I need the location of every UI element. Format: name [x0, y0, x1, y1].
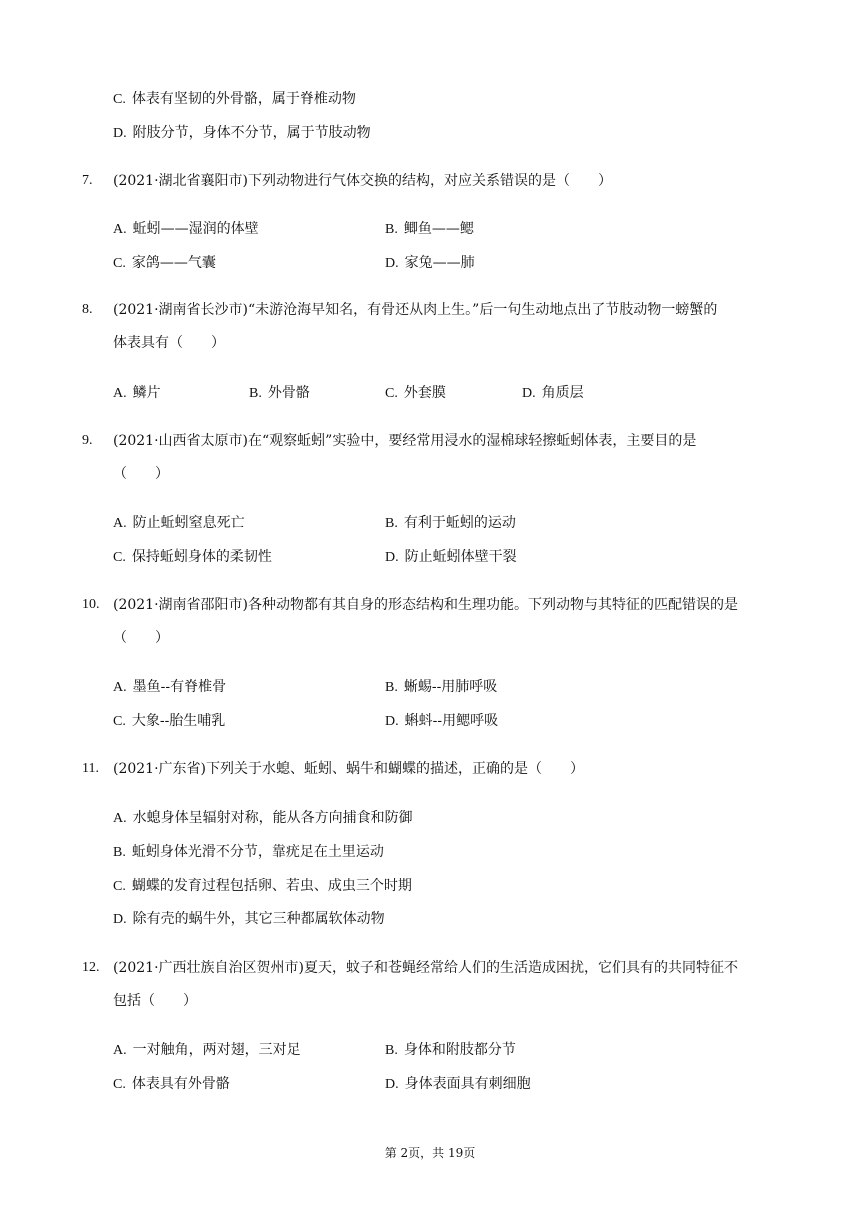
option-label: D. — [385, 714, 399, 729]
option-text: 防止蚯蚓体壁干裂 — [404, 549, 517, 565]
option-label: B. — [385, 516, 398, 531]
question-number: 11. — [82, 761, 99, 776]
option-c — [113, 711, 225, 732]
option-a — [113, 808, 413, 829]
option-text: 身体和附肢都分节 — [403, 1042, 516, 1058]
option-text: 墨鱼--有脊椎骨 — [132, 679, 227, 695]
option-label: B. — [249, 386, 262, 401]
option-label: A. — [113, 222, 127, 237]
option-text: 蝌蚪--用鳃呼吸 — [404, 713, 499, 729]
option-text: 体表有坚韧的外骨骼，属于脊椎动物 — [131, 91, 356, 107]
option-text: 蜥蜴--用肺呼吸 — [403, 679, 498, 695]
option-text: 外骨骼 — [267, 385, 310, 401]
option-b — [385, 677, 497, 698]
option-label: A. — [113, 386, 127, 401]
question-stem: (2021·湖南省长沙市)“未游沧海早知名，有骨还从肉上生。”后一句生动地点出了节肢动物一螃蟹的 — [113, 302, 718, 318]
option-text: 保持蚯蚓身体的柔韧性 — [131, 549, 272, 565]
option-text: 有利于蚯蚓的运动 — [403, 515, 516, 531]
option-label: C. — [113, 714, 126, 729]
question-stem: (2021·山西省太原市)在“观察蚯蚓”实验中，要经常用浸水的湿棉球轻擦蚯蚓体表，主要目的是 — [113, 433, 697, 449]
option-d — [385, 547, 517, 568]
option-label: C. — [113, 550, 126, 565]
option-label: D. — [113, 912, 127, 927]
option-text: 家鸽——气囊 — [131, 255, 216, 271]
option-label: B. — [385, 222, 398, 237]
question-number: 9. — [82, 433, 93, 448]
option-text: 除有壳的蜗牛外，其它三种都属软体动物 — [132, 911, 385, 927]
option-label: C. — [385, 386, 398, 401]
option-label: D. — [113, 126, 127, 141]
option-text: 蝴蝶的发育过程包括卵、若虫、成虫三个时期 — [131, 878, 412, 894]
question-stem-cont: 包括（ ） — [113, 993, 197, 1009]
option-text: 蚯蚓——湿润的体壁 — [132, 221, 259, 237]
option-text: 一对触角，两对翅，三对足 — [132, 1042, 301, 1058]
option-text: 身体表面具有刺细胞 — [404, 1076, 531, 1092]
page-number-footer: 第 2页，共 19页 — [384, 1146, 476, 1160]
question-stem: (2021·广东省)下列关于水螅、蚯蚓、蜗牛和蝴蝶的描述，正确的是（ ） — [113, 761, 585, 777]
question-stem-cont: （ ） — [113, 630, 169, 646]
option-label: C. — [113, 256, 126, 271]
option-label: B. — [113, 845, 126, 860]
option-d — [522, 383, 584, 404]
question-stem-cont: （ ） — [113, 466, 169, 482]
question-number: 7. — [82, 173, 93, 188]
option-c — [113, 253, 216, 274]
option-b — [113, 842, 384, 863]
option-text: 防止蚯蚓窒息死亡 — [132, 515, 245, 531]
option-label: D. — [385, 1077, 399, 1092]
option-b — [385, 219, 474, 240]
option-c — [113, 1074, 230, 1095]
carry-option-c — [113, 89, 356, 110]
question-stem: (2021·湖南省邵阳市)各种动物都有其自身的形态结构和生理功能。下列动物与其特征的匹配错误的是 — [113, 597, 739, 613]
question-number: 8. — [82, 302, 93, 317]
option-label: A. — [113, 811, 127, 826]
question-stem: (2021·广西壮族自治区贺州市)夏天，蚊子和苍蝇经常给人们的生活造成困扰，它们具有的共同特征不 — [113, 960, 739, 976]
option-b — [249, 383, 310, 404]
option-text: 体表具有外骨骼 — [131, 1076, 230, 1092]
option-label: D. — [385, 550, 399, 565]
option-label: D. — [385, 256, 399, 271]
option-a — [113, 219, 259, 240]
option-label: C. — [113, 92, 126, 107]
carry-option-d — [113, 123, 371, 144]
option-d — [113, 909, 385, 930]
option-text: 大象--胎生哺乳 — [131, 713, 226, 729]
option-label: A. — [113, 1043, 127, 1058]
option-b — [385, 1040, 516, 1061]
option-a — [113, 513, 245, 534]
option-label: B. — [385, 680, 398, 695]
option-c — [385, 383, 446, 404]
question-stem: (2021·湖北省襄阳市)下列动物进行气体交换的结构，对应关系错误的是（ ） — [113, 173, 613, 189]
option-text: 外套膜 — [403, 385, 446, 401]
option-text: 鲫鱼——鳃 — [403, 221, 474, 237]
option-text: 家兔——肺 — [404, 255, 475, 271]
option-a — [113, 383, 161, 404]
option-text: 附肢分节，身体不分节，属于节肢动物 — [132, 125, 371, 141]
option-text: 鳞片 — [132, 385, 161, 401]
option-a — [113, 677, 226, 698]
option-b — [385, 513, 516, 534]
option-a — [113, 1040, 301, 1061]
option-label: C. — [113, 1077, 126, 1092]
option-label: C. — [113, 879, 126, 894]
option-label: B. — [385, 1043, 398, 1058]
option-text: 水螅身体呈辐射对称，能从各方向捕食和防御 — [132, 810, 413, 826]
option-d — [385, 711, 498, 732]
question-number: 10. — [82, 597, 100, 612]
option-label: D. — [522, 386, 536, 401]
option-label: A. — [113, 516, 127, 531]
question-number: 12. — [82, 960, 100, 975]
option-d — [385, 1074, 531, 1095]
option-d — [385, 253, 475, 274]
option-c — [113, 876, 412, 897]
option-label: A. — [113, 680, 127, 695]
option-text: 角质层 — [541, 385, 584, 401]
option-text: 蚯蚓身体光滑不分节，靠疣足在土里运动 — [131, 844, 384, 860]
question-stem-cont: 体表具有（ ） — [113, 335, 225, 351]
option-c — [113, 547, 272, 568]
